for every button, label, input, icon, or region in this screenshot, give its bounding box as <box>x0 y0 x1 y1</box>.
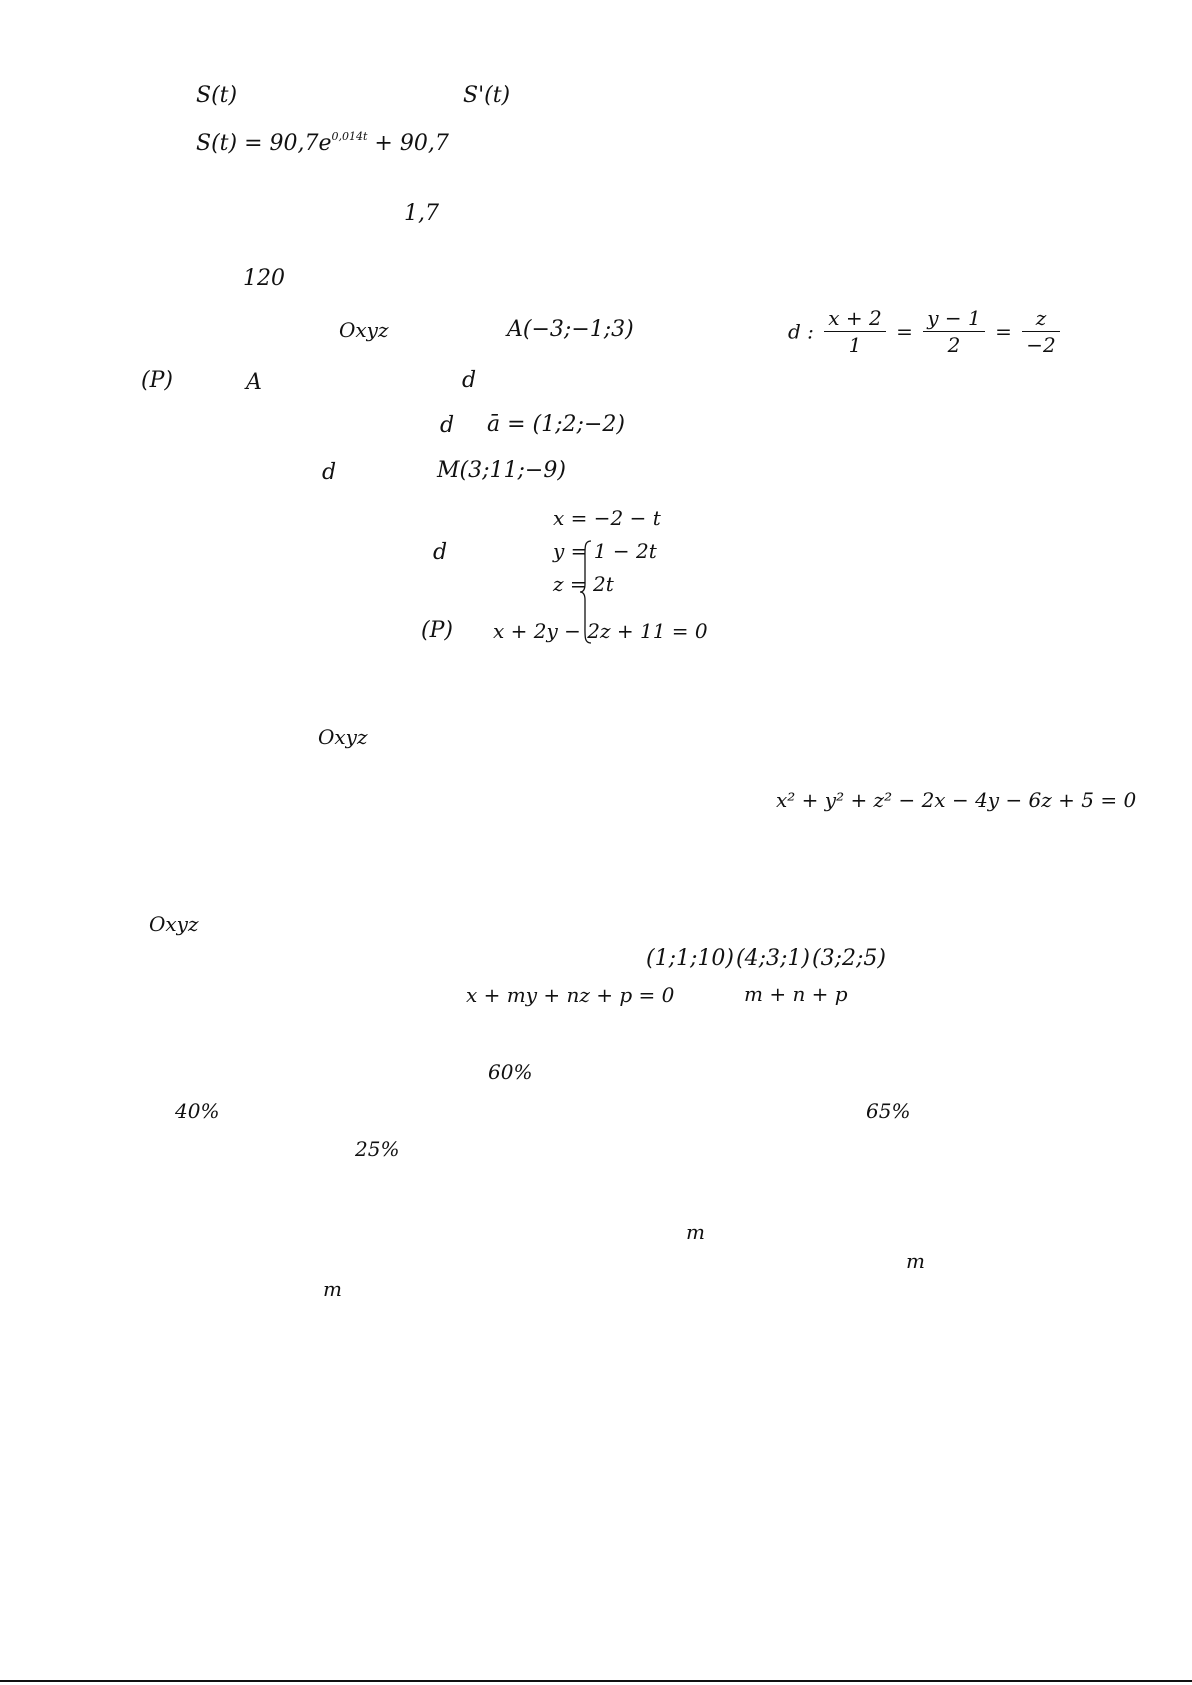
point-a-label: A <box>246 370 262 395</box>
value-120: 120 <box>243 266 285 291</box>
s-formula-exponent: 0,014t <box>331 130 368 143</box>
sphere-equation: x² + y² + z² − 2x − 4y − 6z + 5 = 0 <box>776 788 1137 812</box>
point-3: (3;2;5) <box>812 946 886 971</box>
point-2: (4;3;1) <box>736 946 810 971</box>
coordinate-system-oxyz-3: Oxyz <box>149 912 199 936</box>
s-formula-right: + 90,7 <box>367 131 449 156</box>
value-1-7: 1,7 <box>404 201 439 226</box>
line-d-label-4: d <box>433 540 448 565</box>
plane-p: (P) <box>141 368 173 393</box>
param-eq-z: z = 2t <box>553 572 614 596</box>
variable-m-3: m <box>323 1277 342 1301</box>
plane-p-answer: (P) <box>421 618 453 643</box>
fraction-z-denominator: −2 <box>1026 333 1056 357</box>
fraction-z-numerator: z <box>1022 308 1059 332</box>
percent-60: 60% <box>488 1060 533 1084</box>
plane-general-equation: x + my + nz + p = 0 <box>466 983 675 1007</box>
variable-m-1: m <box>686 1220 705 1244</box>
point-m: M(3;11;−9) <box>437 458 566 483</box>
line-d-prefix: d : <box>788 319 814 344</box>
point-a: A(−3;−1;3) <box>507 317 634 342</box>
param-eq-x: x = −2 − t <box>553 506 661 530</box>
fraction-y-denominator: 2 <box>947 333 961 357</box>
equals-sign-1: = <box>896 319 913 344</box>
line-d-label-3: d <box>322 460 337 485</box>
fraction-x-denominator: 1 <box>848 333 862 357</box>
fraction-y-numerator: y − 1 <box>923 308 985 332</box>
fraction-y <box>923 308 985 355</box>
percent-25: 25% <box>355 1137 400 1161</box>
s-formula-left: S(t) = 90,7e <box>196 131 332 156</box>
coordinate-system-oxyz: Oxyz <box>339 318 389 342</box>
sum-m-n-p: m + n + p <box>744 982 848 1006</box>
variable-m-2: m <box>906 1249 925 1273</box>
plane-p-equation: x + 2y − 2z + 11 = 0 <box>493 619 708 643</box>
s-of-t: S(t) <box>196 83 238 108</box>
coordinate-system-oxyz-2: Oxyz <box>318 725 368 749</box>
percent-65: 65% <box>866 1099 911 1123</box>
equals-sign-2: = <box>995 319 1012 344</box>
fraction-z <box>1022 308 1059 355</box>
param-eq-y: y = 1 − 2t <box>553 539 657 563</box>
fraction-x-numerator: x + 2 <box>824 308 885 332</box>
line-d-equation <box>788 308 1064 355</box>
page-bottom-divider <box>0 1680 1192 1682</box>
line-d-label: d <box>462 368 477 393</box>
percent-40: 40% <box>175 1099 220 1123</box>
fraction-x <box>824 308 885 355</box>
direction-vector: ā = (1;2;−2) <box>487 412 625 437</box>
s-prime-of-t: S'(t) <box>463 83 511 108</box>
point-1: (1;1;10) <box>646 946 734 971</box>
line-d-label-2: d <box>440 413 455 438</box>
s-formula <box>196 131 449 155</box>
